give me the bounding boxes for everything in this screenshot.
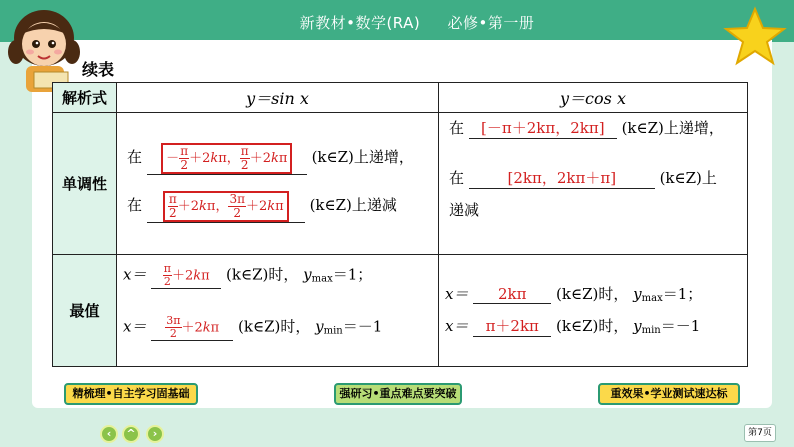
header-cell-sin [117,83,439,113]
table-row-extremum [53,255,748,367]
answer-text: 2kπ [498,285,527,303]
cos-decreasing-line [449,167,717,189]
text-suffix: 递减 [449,201,480,219]
cos-monotonic-cell [439,113,748,255]
header-bar [0,0,794,42]
row-label-monotonic: 单调性 [53,113,117,255]
section-button-study[interactable]: 强研习•重点难点要突破 [334,383,462,405]
cos-increasing-line [449,117,724,139]
cos-label: y＝cos x [560,89,626,108]
table-header-row [53,83,748,113]
subscript: max [311,273,333,285]
cos-min-answer [473,315,551,337]
text-suffix: (k∈Z)上递增， [621,119,724,137]
y-symbol: y [633,317,642,335]
subscript: max [641,293,663,304]
cos-decreasing-line-2 [449,199,479,220]
sin-min-line [123,315,382,341]
sin-max-line [123,263,372,289]
y-symbol: y [303,265,312,284]
home-arrow-icon[interactable]: ^ [122,425,140,443]
text-prefix: 在 [127,148,143,167]
row-label-extremum: 最值 [53,255,117,367]
table-caption: 续表 [82,60,115,79]
section-button-test[interactable]: 重效果•学业测试速达标 [598,383,740,405]
trig-properties-table [52,82,748,367]
sin-min-answer: $\frac{3\pi}{2}$ ＋2kπ [151,315,233,341]
sin-monotonic-cell [117,113,439,255]
text-prefix: x＝ [445,285,469,303]
sin-extremum-cell [117,255,439,367]
text-prefix: x＝ [445,317,469,335]
text-prefix: 在 [449,119,465,137]
text-prefix: x＝ [123,265,147,284]
header-cell-expression: 解析式 [53,83,117,113]
section-button-review[interactable]: 精梳理•自主学习固基础 [64,383,198,405]
interval-box: － $\frac{\pi}{2}$ ＋2kπ， $\frac{\pi}{2}$ ＋2kπ [161,143,292,174]
page-number: 第7页 [744,424,776,442]
text-prefix: x＝ [123,317,147,336]
answer-text: [－π＋2kπ，2kπ] [481,119,605,137]
sin-increasing-answer [147,143,307,175]
text-suffix: (k∈Z)时， [226,265,299,284]
answer-text: π＋2kπ [485,317,539,335]
text-suffix: (k∈Z)上递减 [309,196,397,215]
sin-decreasing-answer [147,191,305,223]
cos-decreasing-answer [469,167,655,189]
value: ＝－1 [342,317,383,336]
value: ＝1； [332,265,373,284]
star-icon [722,6,788,66]
value: ＝－1 [660,317,701,335]
book-subtitle: 必修•第一册 [447,14,535,32]
sin-increasing-line [127,143,414,175]
text-prefix: 在 [127,196,143,215]
cos-max-line [445,283,702,304]
cos-increasing-answer [469,117,617,139]
subscript: min [323,325,343,337]
sin-max-answer: $\frac{\pi}{2}$ ＋2kπ [151,263,221,289]
text-suffix: (k∈Z)上递增， [311,148,414,167]
header-title-row [0,12,794,33]
text-suffix: (k∈Z)时， [238,317,311,336]
text-suffix: (k∈Z)上 [659,169,717,187]
table-row-monotonic [53,113,748,255]
value: ＝1； [662,285,703,303]
cos-extremum-cell [439,255,748,367]
text-suffix: (k∈Z)时， [556,317,629,335]
text-prefix: 在 [449,169,465,187]
book-title: 新教材•数学(RA) [299,14,421,32]
subscript: min [641,325,661,336]
next-arrow-icon[interactable]: › [146,425,164,443]
text-suffix: (k∈Z)时， [556,285,629,303]
sin-decreasing-line [127,191,397,223]
y-symbol: y [633,285,642,303]
header-cell-cos [439,83,748,113]
prev-arrow-icon[interactable]: ‹ [100,425,118,443]
sin-label: y＝sin x [246,89,309,108]
interval-box: $\frac{\pi}{2}$ ＋2kπ， $\frac{3\pi}{2}$ ＋2kπ [163,191,289,222]
cos-max-answer [473,285,551,304]
y-symbol: y [315,317,324,336]
answer-text: [2kπ，2kπ＋π] [507,169,617,187]
cos-min-line [445,315,700,337]
